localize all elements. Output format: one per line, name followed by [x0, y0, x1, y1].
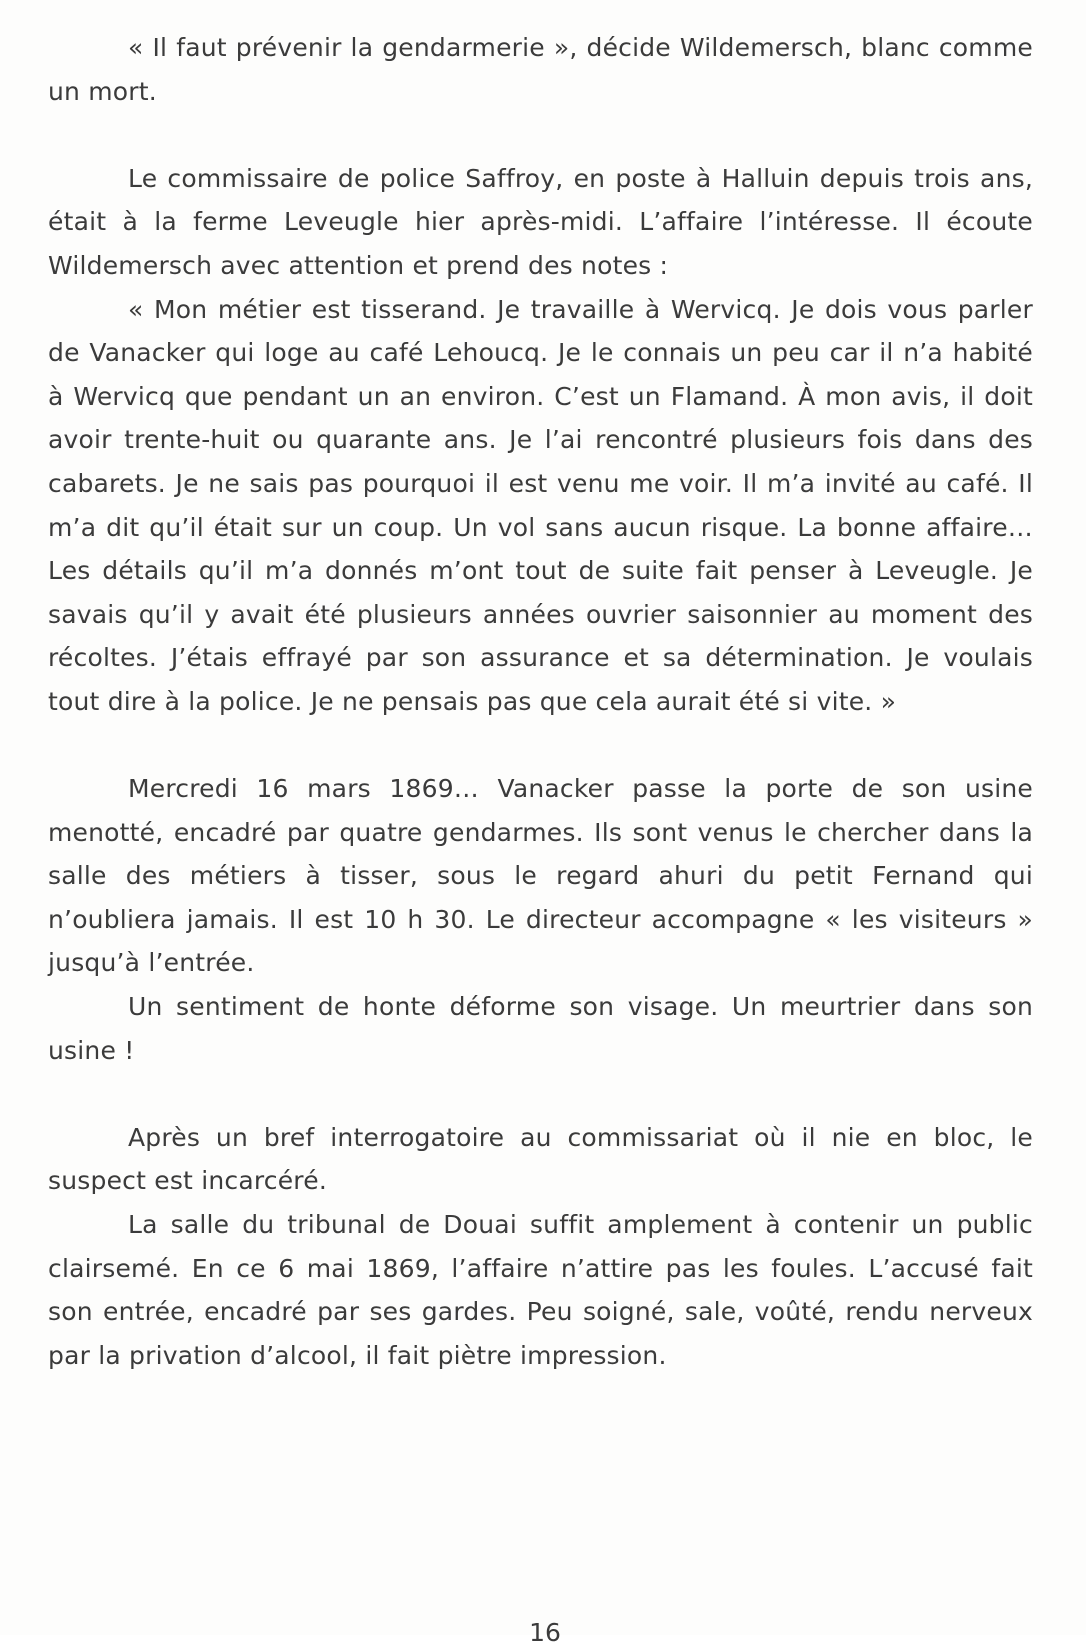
paragraph: « Mon métier est tisserand. Je travaille à Wervicq. Je dois vous parler de Vanacker qui loge au café Lehoucq. Je le connais un peu car il n’a habité à Wervicq que pendant un an environ. C’est un Flamand. À mon avis, il doit avoir trente-huit ou quarante ans. Je l’ai rencontré plusieurs fois dans des cabarets. Je ne sais pas pourquoi il est venu me voir. Il m’a invité au café. Il m’a dit qu’il était sur un coup. Un vol sans aucun risque. La bonne affaire… Les détails qu’il m’a donnés m’ont tout de suite fait penser à Leveugle. Je savais qu’il y avait été plusieurs années ouvrier saisonnier au moment des récoltes. J’étais effrayé par son assurance et sa détermination. Je voulais tout dire à la police. Je ne pensais pas que cela aurait été si vite. » — [48, 294, 1033, 716]
paragraph: La salle du tribunal de Douai suffit amplement à contenir un public clairsemé. En ce 6 mai 1869, l’affaire n’attire pas les foules. L’accusé fait son entrée, encadré par ses gardes. Peu soigné, sale, voûté, rendu nerveux par la privation d’alcool, il fait piètre impression. — [48, 1210, 1033, 1370]
paragraph: « Il faut prévenir la gendarmerie », décide Wildemersch, blanc comme un mort. — [48, 33, 1033, 106]
paragraph: Un sentiment de honte déforme son visage. Un meurtrier dans son usine ! — [48, 992, 1033, 1065]
paragraph: Après un bref interrogatoire au commissariat où il nie en bloc, le suspect est incarcéré. — [48, 1122, 1033, 1196]
body-text — [48, 26, 1033, 1377]
page-number: 16 — [529, 1618, 561, 1647]
paragraph: Le commissaire de police Saffroy, en poste à Halluin depuis trois ans, était à la ferme Leveugle hier après-midi. L’affaire l’intéresse. Il écoute Wildemersch avec attention et prend des notes : — [48, 163, 1033, 280]
paragraph: Mercredi 16 mars 1869… Vanacker passe la porte de son usine menotté, encadré par quatre gendarmes. Ils sont venus le chercher dans la salle des métiers à tisser, sous le regard ahuri du petit Fernand qui n’oubliera jamais. Il est 10 h 30. Le directeur accompagne « les visiteurs » jusqu’à l’entrée. — [48, 774, 1033, 978]
